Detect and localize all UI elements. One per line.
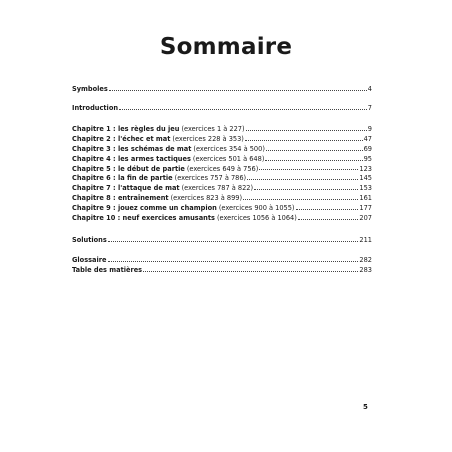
toc-leader-dots	[243, 199, 358, 200]
toc-entry-exercises: (exercices 757 à 786)	[174, 174, 247, 183]
toc-leader-dots	[246, 130, 367, 131]
toc-entry-label: Symboles	[72, 85, 108, 93]
toc-entry-page: 282	[359, 256, 372, 264]
toc-group-introduction	[72, 104, 372, 114]
toc-entry-label: Introduction	[72, 104, 119, 112]
toc-leader-dots	[108, 241, 359, 242]
toc-entry-table-des-matieres	[72, 266, 372, 276]
toc-group-chapters	[72, 125, 372, 224]
toc-entry-page: 207	[359, 214, 372, 223]
toc-entry-chapter-1	[72, 125, 372, 135]
toc-entry-introduction	[72, 104, 372, 114]
toc-leader-dots	[108, 261, 359, 262]
toc-entry-label: Chapitre 7 : l'attaque de mat	[72, 184, 180, 193]
toc-entry-exercises: (exercices 354 à 500)	[193, 144, 265, 153]
toc-leader-dots	[298, 219, 359, 220]
toc-entry-chapter-7	[72, 184, 372, 194]
toc-entry-label: Chapitre 8 : entraînement	[72, 194, 169, 203]
toc-entry-page: 69	[363, 144, 372, 153]
toc-leader-dots	[254, 189, 358, 190]
toc-entry-page: 95	[363, 154, 372, 163]
toc-leader-dots	[109, 90, 367, 91]
toc-entry-exercises: (exercices 501 à 648)	[192, 154, 265, 163]
toc-entry-exercises: (exercices 900 à 1055)	[218, 204, 295, 213]
toc-entry-page: 47	[363, 134, 372, 143]
toc-entry-exercises: (exercices 787 à 822)	[181, 184, 254, 193]
toc-entry-chapter-6	[72, 174, 372, 184]
toc-leader-dots	[259, 169, 358, 170]
toc-entry-label: Chapitre 3 : les schémas de mat	[72, 144, 192, 153]
toc-entry-label: Solutions	[72, 236, 107, 244]
toc-entry-page: 283	[359, 265, 372, 274]
toc-entry-page: 123	[359, 164, 372, 173]
toc-entry-symboles	[72, 85, 372, 95]
toc-entry-glossaire	[72, 256, 372, 266]
toc-group-front	[72, 85, 372, 95]
toc-entry-label: Table des matières	[72, 265, 143, 274]
toc-entry-exercises: (exercices 228 à 353)	[172, 134, 244, 143]
toc-entry-label: Chapitre 9 : jouez comme un champion	[72, 204, 217, 213]
toc-entry-chapter-4	[72, 155, 372, 165]
toc-leader-dots	[245, 140, 363, 141]
toc-entry-label: Chapitre 6 : la fin de partie	[72, 174, 173, 183]
toc-entry-page: 145	[359, 174, 372, 183]
toc-entry-label: Chapitre 10 : neuf exercices amusants	[72, 214, 215, 223]
toc-entry-page: 177	[359, 204, 372, 213]
toc-group-solutions	[72, 236, 372, 246]
toc-entry-page: 153	[359, 184, 372, 193]
toc-entry-exercises: (exercices 823 à 899)	[170, 194, 243, 203]
toc-entry-label: Glossaire	[72, 256, 107, 264]
toc-entry-chapter-9	[72, 204, 372, 214]
toc-entry-page: 161	[359, 194, 372, 203]
toc-leader-dots	[266, 150, 363, 151]
toc-entry-chapter-10	[72, 214, 372, 224]
page-title: Sommaire	[159, 34, 293, 60]
toc-entry-page: 4	[367, 85, 372, 93]
toc-leader-dots	[265, 160, 362, 161]
toc-leader-dots	[247, 179, 358, 180]
toc-entry-exercises: (exercices 1 à 227)	[181, 125, 245, 133]
toc-entry-page: 211	[359, 236, 372, 244]
toc-group-back	[72, 256, 372, 276]
toc-entry-label: Chapitre 2 : l'échec et mat	[72, 134, 171, 143]
toc-entry-chapter-5	[72, 165, 372, 175]
toc-entry-exercises: (exercices 1056 à 1064)	[216, 214, 297, 223]
toc-entry-exercises: (exercices 649 à 756)	[186, 164, 259, 173]
toc-entry-page: 7	[367, 104, 372, 112]
toc-entry-label: Chapitre 1 : les règles du jeu	[72, 125, 180, 133]
toc-leader-dots	[119, 109, 367, 110]
toc-leader-dots	[296, 209, 359, 210]
toc-entry-label: Chapitre 5 : le début de partie	[72, 164, 185, 173]
toc-entry-solutions	[72, 236, 372, 246]
page-number: 5	[363, 403, 368, 411]
toc-entry-chapter-3	[72, 145, 372, 155]
toc-entry-label: Chapitre 4 : les armes tactiques	[72, 154, 191, 163]
toc-entry-chapter-2	[72, 135, 372, 145]
toc-entry-chapter-8	[72, 194, 372, 204]
toc-entry-page: 9	[367, 125, 372, 133]
toc-leader-dots	[143, 271, 358, 272]
